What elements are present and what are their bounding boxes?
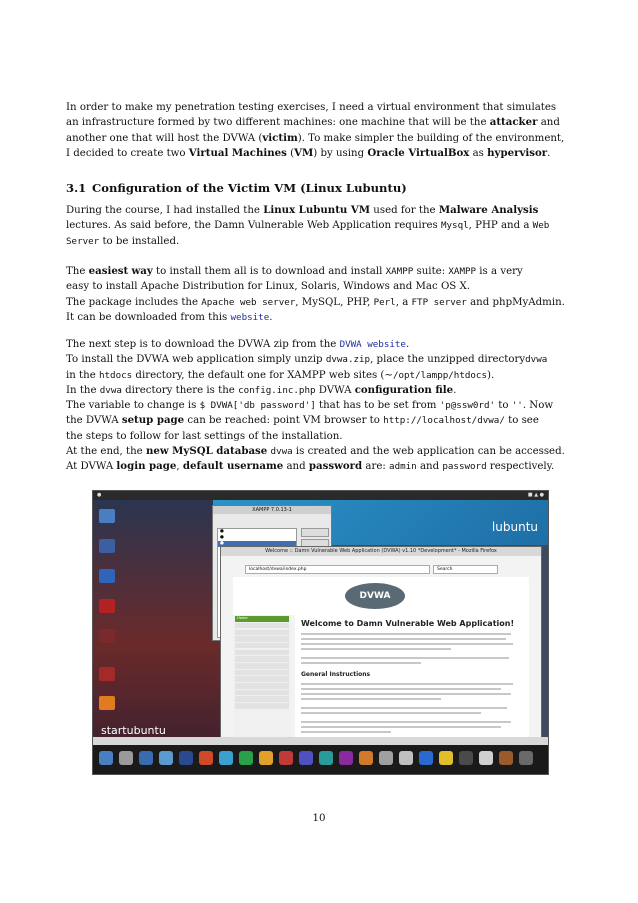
paragraph-xampp: The easiest way to install them all is to download and install XAMPP suite: XAMPP is a very easy to install Apache Distribution for Linux, Solaris, Windows and Mac OS X. The package includes the Apache web server, MySQL, PHP, Perl, a FTP server and phpMyAdmin. It can be downloaded from this website. xyxy=(66,265,565,323)
app-icon[interactable] xyxy=(439,751,453,765)
startubuntu-logo: startubuntu xyxy=(101,724,166,737)
app-icon[interactable] xyxy=(459,751,473,765)
app-icon[interactable] xyxy=(99,599,115,613)
app-icon[interactable] xyxy=(99,667,115,681)
app-icon[interactable] xyxy=(279,751,293,765)
firefox-window[interactable] xyxy=(220,546,542,764)
menu-item[interactable] xyxy=(235,663,289,669)
dvwa-logo: DVWA xyxy=(345,583,405,609)
trash-icon[interactable] xyxy=(519,751,533,765)
vm-desktop-screenshot xyxy=(92,490,549,775)
app-icon[interactable] xyxy=(99,569,115,583)
paragraph-dvwa-setup: The next step is to download the DVWA zip from the DVWA website. To install the DVWA web application simply unzip dvwa.zip, place the unzipped directorydvwa in the htdocs directory, the default one for XAMPP web sites (∼/opt/lampp/htdocs). In the dvwa directory there is the config.inc.php DVWA configuration file. The variable to change is $ DVWA['db password'] that has to be set from 'p@ssw0rd' to ''. Now the DVWA setup page can be reached: point VM browser to http://localhost/dvwa/ to see the steps to follow for last settings of the installation. At the end, the new MySQL database dvwa is created and the web application can be accessed. At DVWA login page, default username and password are: admin and password respectively. xyxy=(66,339,565,473)
app-icon[interactable] xyxy=(479,751,493,765)
list-item[interactable]: ● xyxy=(220,529,224,534)
app-icon[interactable] xyxy=(299,751,313,765)
dvwa-website-link[interactable]: DVWA website xyxy=(339,339,406,350)
general-instructions-heading: General Instructions xyxy=(301,671,371,678)
menu-item[interactable] xyxy=(235,670,289,676)
app-icon[interactable] xyxy=(119,751,133,765)
menu-item[interactable] xyxy=(235,690,289,696)
app-icon[interactable] xyxy=(159,751,173,765)
menu-item[interactable] xyxy=(235,676,289,682)
section-heading xyxy=(66,180,571,196)
list-item[interactable]: ● xyxy=(218,541,296,547)
section-title: Configuration of the Victim VM (Linux Lubuntu) xyxy=(92,181,407,195)
xampp-website-link[interactable]: website xyxy=(230,311,270,323)
menu-item[interactable] xyxy=(235,630,289,636)
xampp-icon[interactable] xyxy=(99,696,115,710)
taskbar[interactable] xyxy=(93,737,548,745)
app-icon[interactable] xyxy=(359,751,373,765)
xampp-title: XAMPP 7.0.13-1 xyxy=(213,506,331,514)
browser-title: Welcome :: Damn Vulnerable Web Application (DVWA) v1.10 *Development* - Mozilla Firefox xyxy=(221,547,541,556)
dvwa-header xyxy=(233,577,529,615)
app-icon[interactable] xyxy=(339,751,353,765)
paragraph-installation: During the course, I had installed the Linux Lubuntu VM used for the Malware Analysis lectures. As said before, the Damn Vulnerable Web Application requires Mysql, PHP and a Web Server to be installed. xyxy=(66,204,550,247)
lubuntu-logo: lubuntu xyxy=(491,520,538,534)
intro-paragraph: In order to make my penetration testing exercises, I need a virtual environment that simulates an infrastructure formed by two different machines: one machine that will be the attacker and another one that will host the DVWA (victim). To make simpler the building of the environment, I decided to create two Virtual Machines (VM) by using Oracle VirtualBox as hypervisor. xyxy=(66,102,565,159)
menu-item[interactable] xyxy=(235,636,289,642)
app-icon[interactable] xyxy=(319,751,333,765)
menu-item[interactable] xyxy=(235,696,289,702)
menu-item[interactable] xyxy=(235,703,289,709)
list-item[interactable]: ● xyxy=(220,535,224,540)
app-icon[interactable] xyxy=(259,751,273,765)
xampp-button[interactable] xyxy=(301,528,329,537)
menu-item[interactable] xyxy=(235,623,289,629)
menu-item[interactable] xyxy=(235,683,289,689)
app-icon[interactable] xyxy=(199,751,213,765)
app-icon[interactable] xyxy=(499,751,513,765)
dock[interactable] xyxy=(93,745,548,774)
section-number: 3.1 xyxy=(66,181,87,195)
app-icon[interactable] xyxy=(239,751,253,765)
page-number: 10 xyxy=(312,813,326,824)
folder-icon[interactable] xyxy=(99,539,115,553)
menu-item-home[interactable]: Home xyxy=(235,616,289,622)
menu-item[interactable] xyxy=(235,656,289,662)
url-input[interactable]: localhost/dvwa/index.php xyxy=(245,565,430,574)
app-icon[interactable] xyxy=(139,751,153,765)
folder-icon[interactable] xyxy=(99,509,115,523)
app-icon[interactable] xyxy=(99,629,115,643)
app-icon[interactable] xyxy=(379,751,393,765)
app-icon[interactable] xyxy=(219,751,233,765)
app-icon[interactable] xyxy=(399,751,413,765)
app-icon[interactable] xyxy=(419,751,433,765)
host-menu-bar: ● ■ ▲ ● xyxy=(93,491,548,500)
menu-item[interactable] xyxy=(235,650,289,656)
menu-item[interactable] xyxy=(235,643,289,649)
app-icon[interactable] xyxy=(179,751,193,765)
welcome-heading: Welcome to Damn Vulnerable Web Application! xyxy=(301,619,515,628)
app-icon[interactable] xyxy=(99,751,113,765)
search-input[interactable]: Search xyxy=(433,565,498,574)
